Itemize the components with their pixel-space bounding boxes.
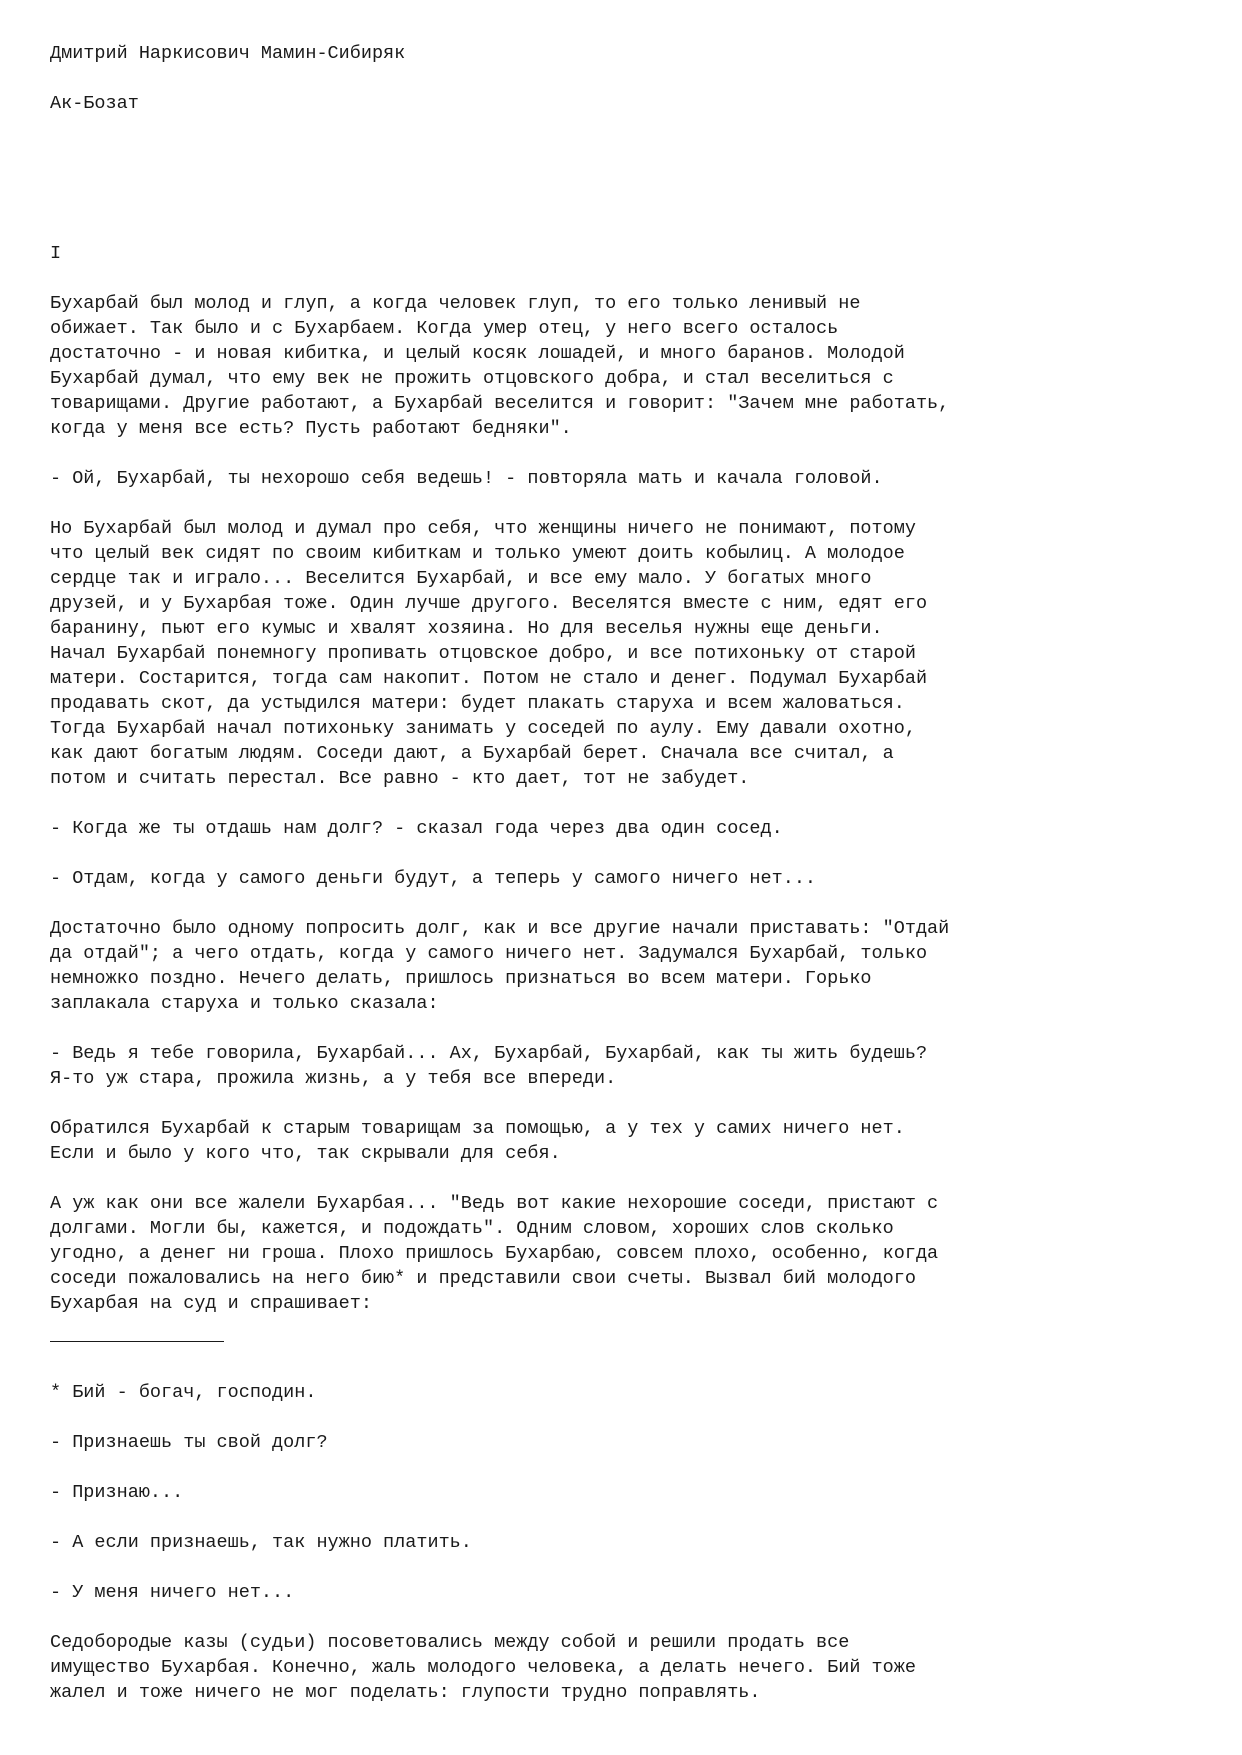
- spacer: [50, 141, 1200, 241]
- text-line: - Ой, Бухарбай, ты нехорошо себя ведешь! - повторяла мать и качала головой.: [50, 468, 883, 489]
- paragraph: [50, 1116, 1200, 1166]
- text-line: Но Бухарбай был молод и думал про себя, что женщины ничего не понимают, потому: [50, 518, 916, 539]
- title-line: Ак-Бозат: [50, 93, 139, 114]
- text-line: достаточно - и новая кибитка, и целый косяк лошадей, и много баранов. Молодой: [50, 343, 905, 364]
- text-line: имущество Бухарбая. Конечно, жаль молодого человека, а делать нечего. Бий тоже: [50, 1657, 916, 1678]
- text-line: Бухарбай думал, что ему век не прожить отцовского добра, и стал веселиться с: [50, 368, 894, 389]
- text-line: Бухарбай был молод и глуп, а когда человек глуп, то его только ленивый не: [50, 293, 861, 314]
- footnote-rule: [50, 1341, 224, 1342]
- text-line: Обратился Бухарбай к старым товарищам за помощью, а у тех у самих ничего нет.: [50, 1118, 905, 1139]
- text-line: продавать скот, да устыдился матери: будет плакать старуха и всем жаловаться.: [50, 693, 905, 714]
- text-line: матери. Состарится, тогда сам накопит. Потом не стало и денег. Подумал Бухарбай: [50, 668, 928, 689]
- text-line: А уж как они все жалели Бухарбая... "Ведь вот какие нехорошие соседи, пристают с: [50, 1193, 939, 1214]
- paragraph: [50, 1480, 1200, 1505]
- text-line: немножко поздно. Нечего делать, пришлось признаться во всем матери. Горько: [50, 968, 872, 989]
- paragraph: [50, 1191, 1200, 1316]
- text-line: заплакала старуха и только сказала:: [50, 993, 439, 1014]
- text-line: как дают богатым людям. Соседи дают, а Бухарбай берет. Сначала все считал, а: [50, 743, 894, 764]
- text-line: соседи пожаловались на него бию* и представили свои счеты. Вызвал бий молодого: [50, 1268, 916, 1289]
- text-line: Я-то уж стара, прожила жизнь, а у тебя все впереди.: [50, 1068, 617, 1089]
- paragraph: [50, 1530, 1200, 1555]
- text-line: сердце так и играло... Веселится Бухарбай, и все ему мало. У богатых много: [50, 568, 872, 589]
- text-line: угодно, а денег ни гроша. Плохо пришлось Бухарбаю, совсем плохо, особенно, когда: [50, 1243, 939, 1264]
- after-footnote-text: [50, 1430, 1200, 1705]
- text-line: - Признаю...: [50, 1482, 184, 1503]
- text-line: Тогда Бухарбай начал потихоньку занимать у соседей по аулу. Ему давали охотно,: [50, 718, 916, 739]
- text-line: - Когда же ты отдашь нам долг? - сказал года через два один сосед.: [50, 818, 783, 839]
- paragraph: [50, 1630, 1200, 1705]
- paragraph: [50, 291, 1200, 441]
- paragraph: [50, 866, 1200, 891]
- text-line: да отдай"; а чего отдать, когда у самого ничего нет. Задумался Бухарбай, только: [50, 943, 928, 964]
- text-line: Седобородые казы (судьи) посоветовались между собой и решили продать все: [50, 1632, 850, 1653]
- text-line: когда у меня все есть? Пусть работают бедняки".: [50, 418, 572, 439]
- document-page: [50, 41, 1200, 1730]
- paragraph: [50, 466, 1200, 491]
- text-line: жалел и тоже ничего не мог поделать: глупости трудно поправлять.: [50, 1682, 761, 1703]
- text-line: товарищами. Другие работают, а Бухарбай веселится и говорит: "Зачем мне работать,: [50, 393, 950, 414]
- text-line: обижает. Так было и с Бухарбаем. Когда умер отец, у него всего осталось: [50, 318, 839, 339]
- text-line: друзей, и у Бухарбая тоже. Один лучше другого. Веселятся вместе с ним, едят его: [50, 593, 928, 614]
- paragraph: [50, 516, 1200, 791]
- text-line: что целый век сидят по своим кибиткам и только умеют доить кобылиц. А молодое: [50, 543, 905, 564]
- paragraph: [50, 1580, 1200, 1605]
- paragraph: [50, 916, 1200, 1016]
- paragraph: [50, 1430, 1200, 1455]
- paragraph: [50, 816, 1200, 841]
- paragraph: [50, 1041, 1200, 1091]
- text-line: баранину, пьют его кумыс и хвалят хозяина. Но для веселья нужны еще деньги.: [50, 618, 883, 639]
- footnote: * Бий - богач, господин.: [50, 1382, 317, 1403]
- text-line: - А если признаешь, так нужно платить.: [50, 1532, 472, 1553]
- text-line: - Признаешь ты свой долг?: [50, 1432, 328, 1453]
- text-line: потом и считать перестал. Все равно - кто дает, тот не забудет.: [50, 768, 750, 789]
- main-text: [50, 291, 1200, 1316]
- text-line: - Отдам, когда у самого деньги будут, а теперь у самого ничего нет...: [50, 868, 817, 889]
- text-line: Если и было у кого что, так скрывали для себя.: [50, 1143, 561, 1164]
- text-line: - Ведь я тебе говорила, Бухарбай... Ах, Бухарбай, Бухарбай, как ты жить будешь?: [50, 1043, 928, 1064]
- text-line: - У меня ничего нет...: [50, 1582, 295, 1603]
- text-line: Достаточно было одному попросить долг, как и все другие начали приставать: "Отдай: [50, 918, 950, 939]
- author-line: Дмитрий Наркисович Мамин-Сибиряк: [50, 43, 406, 64]
- text-line: Бухарбая на суд и спрашивает:: [50, 1293, 372, 1314]
- text-line: долгами. Могли бы, кажется, и подождать". Одним словом, хороших слов сколько: [50, 1218, 894, 1239]
- chapter-heading: I: [50, 243, 62, 264]
- text-line: Начал Бухарбай понемногу пропивать отцовское добро, и все потихоньку от старой: [50, 643, 916, 664]
